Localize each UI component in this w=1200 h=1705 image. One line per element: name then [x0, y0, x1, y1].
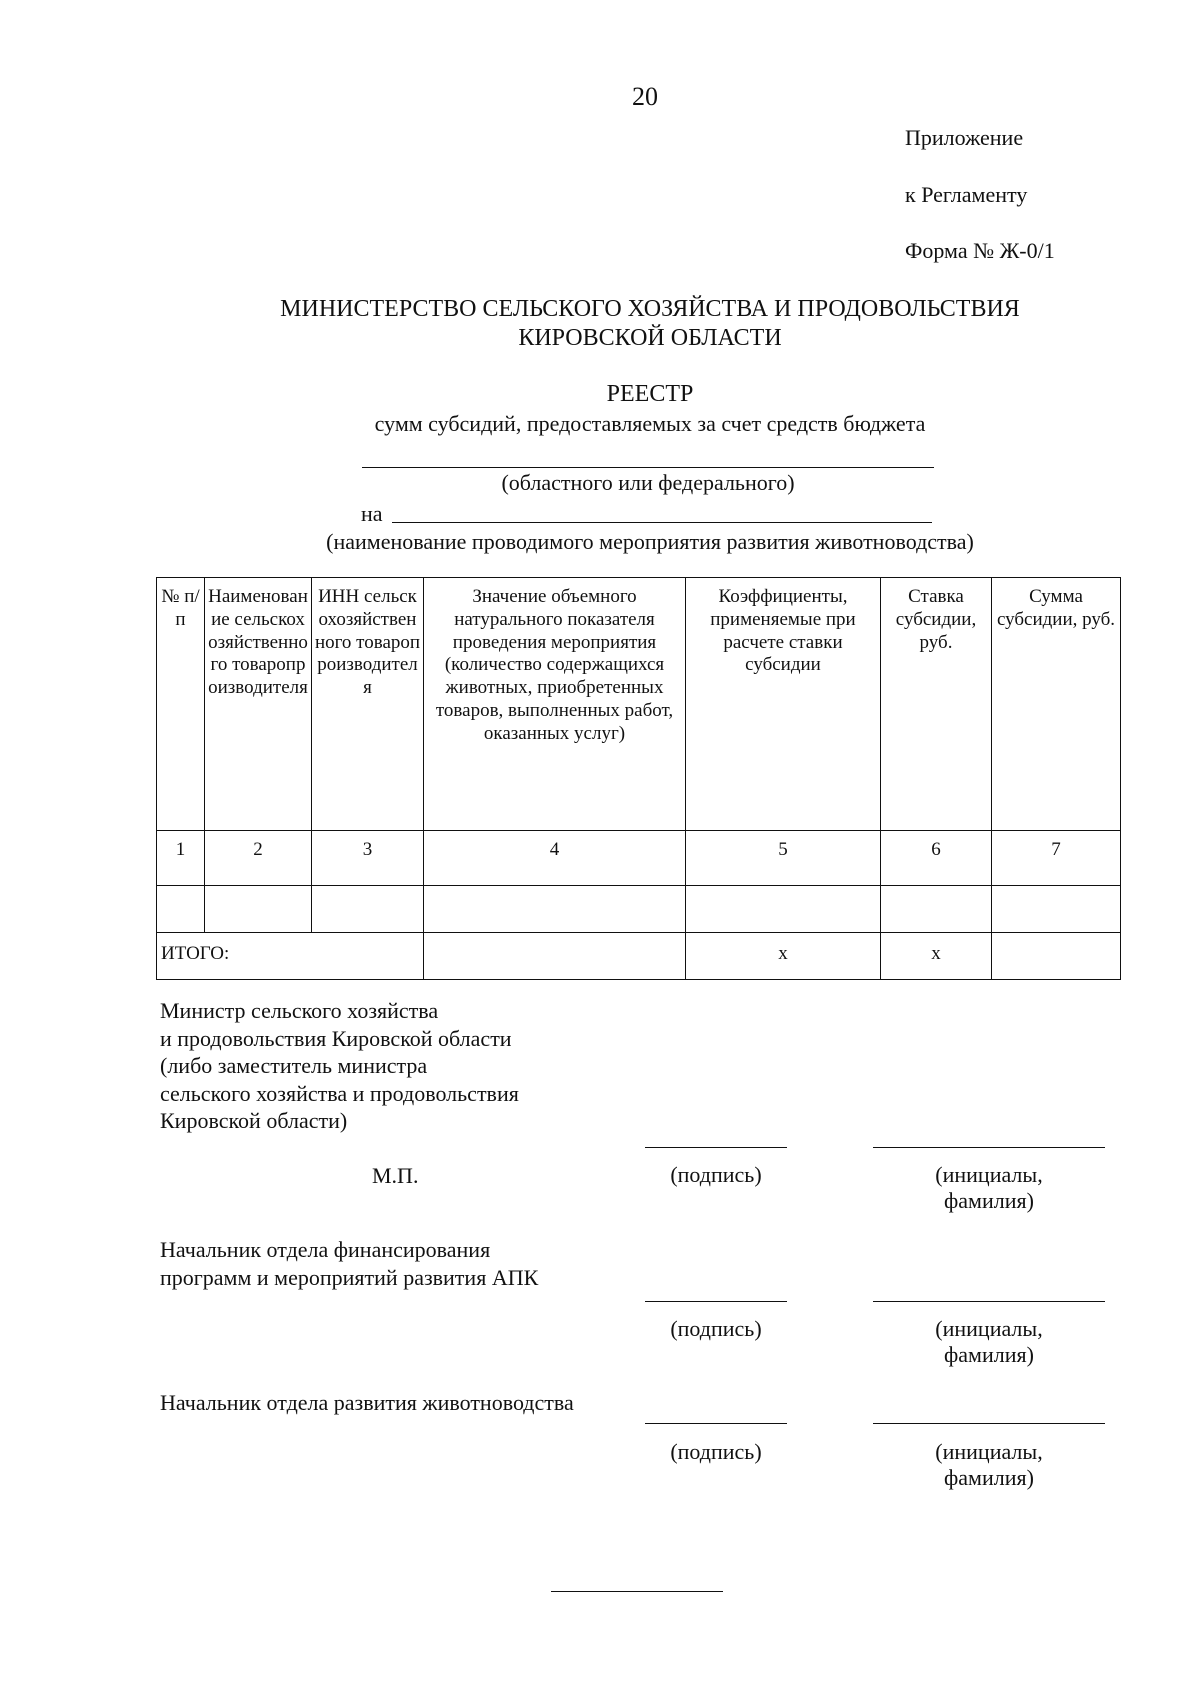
header-inn: ИНН сельскохозяйственного товаропроизводителя: [312, 578, 424, 831]
signature-caption: (подпись): [670, 1439, 762, 1464]
empty-cell: [992, 886, 1121, 933]
total-volume-cell: [424, 933, 686, 980]
minister-title-line: Министр сельского хозяйства: [160, 998, 439, 1023]
finance-head-title: [160, 1236, 538, 1291]
table-row: [157, 886, 1121, 933]
appendix-label: Приложение: [905, 125, 1024, 150]
table-header-row: [157, 578, 1121, 831]
column-number: 7: [992, 831, 1121, 886]
minister-title-line: Кировской области): [160, 1108, 348, 1133]
event-hint: (наименование проводимого мероприятия развития животноводства): [326, 529, 974, 554]
appendix-reference: к Регламенту: [905, 182, 1028, 207]
empty-cell: [686, 886, 881, 933]
form-number: Форма № Ж-0/1: [905, 238, 1055, 263]
registry-title: РЕЕСТР: [606, 381, 694, 407]
ministry-line-1: МИНИСТЕРСТВО СЕЛЬСКОГО ХОЗЯЙСТВА И ПРОДОВОЛЬСТВИЯ: [280, 296, 1020, 322]
minister-initials-line: [873, 1147, 1105, 1148]
header-coefficients: Коэффициенты, применяемые при расчете ставки субсидии: [686, 578, 881, 831]
header-subsidy-rate: Ставка субсидии, руб.: [881, 578, 992, 831]
header-volume-indicator: Значение объемного натурального показателя проведения мероприятия (количество содержащихся животных, приобретенных товаров, выполненных работ, оказанных услуг): [424, 578, 686, 831]
initials-caption: [873, 1316, 1105, 1369]
minister-signature-line: [645, 1147, 787, 1148]
total-label: ИТОГО:: [157, 933, 424, 980]
header-producer-name: Наименование сельскохозяйственного товаропроизводителя: [205, 578, 312, 831]
registry-subtitle: сумм субсидий, предоставляемых за счет средств бюджета: [374, 411, 926, 436]
minister-title-line: и продовольствия Кировской области: [160, 1025, 512, 1051]
initials-caption-line: (инициалы,: [935, 1162, 1043, 1187]
stamp-label: М.П.: [372, 1163, 419, 1188]
column-number: 1: [157, 831, 205, 886]
signature-caption: (подпись): [670, 1162, 762, 1187]
on-label: на: [361, 501, 383, 526]
finance-head-title-line: программ и мероприятий развития АПК: [160, 1264, 539, 1290]
column-number: 3: [312, 831, 424, 886]
minister-title: [160, 997, 519, 1135]
initials-caption-line: (инициалы,: [935, 1316, 1043, 1341]
livestock-initials-line: [873, 1423, 1105, 1424]
initials-caption: [873, 1162, 1105, 1215]
finance-signature-line: [645, 1301, 787, 1302]
total-coefficient-mark: x: [686, 933, 881, 980]
event-blank-line: [392, 522, 932, 523]
empty-cell: [157, 886, 205, 933]
header-subsidy-amount: Сумма субсидии, руб.: [992, 578, 1121, 831]
ministry-header: [150, 295, 1150, 353]
total-row: [157, 933, 1121, 980]
initials-caption-line: фамилия): [944, 1188, 1034, 1214]
total-rate-mark: x: [881, 933, 992, 980]
column-number: 4: [424, 831, 686, 886]
empty-cell: [424, 886, 686, 933]
budget-blank-line: [362, 467, 934, 468]
minister-title-line: сельского хозяйства и продовольствия: [160, 1080, 519, 1106]
finance-initials-line: [873, 1301, 1105, 1302]
column-number: 2: [205, 831, 312, 886]
budget-hint: (областного или федерального): [501, 470, 795, 495]
minister-title-line: (либо заместитель министра: [160, 1053, 428, 1078]
livestock-head-title: Начальник отдела развития животноводства: [160, 1390, 574, 1415]
initials-caption: [873, 1439, 1105, 1492]
livestock-signature-line: [645, 1423, 787, 1424]
total-amount-cell: [992, 933, 1121, 980]
finance-head-title-line: Начальник отдела финансирования: [160, 1237, 491, 1262]
empty-cell: [205, 886, 312, 933]
closing-line: [551, 1591, 723, 1592]
empty-cell: [312, 886, 424, 933]
header-number: № п/п: [157, 578, 205, 831]
ministry-line-2: КИРОВСКОЙ ОБЛАСТИ: [518, 324, 782, 351]
column-number: 6: [881, 831, 992, 886]
page-number: 20: [632, 82, 658, 111]
initials-caption-line: фамилия): [944, 1342, 1034, 1368]
column-number: 5: [686, 831, 881, 886]
initials-caption-line: фамилия): [944, 1465, 1034, 1491]
initials-caption-line: (инициалы,: [935, 1439, 1043, 1464]
empty-cell: [881, 886, 992, 933]
registry-table: [156, 577, 1121, 980]
signature-caption: (подпись): [670, 1316, 762, 1341]
column-number-row: [157, 831, 1121, 886]
